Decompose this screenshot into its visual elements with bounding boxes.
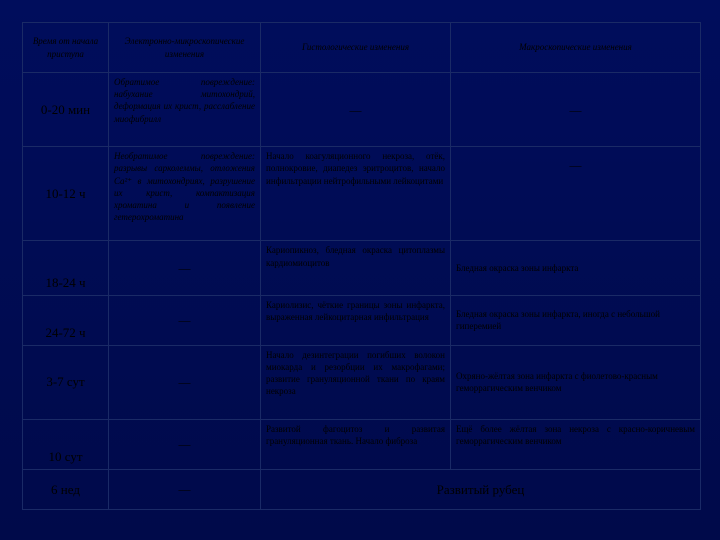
time-cell: 24-72 ч [23, 295, 109, 345]
electron-cell: Необратимое повреждение: разрывы сарколеммы, отложения Ca²⁺ в митохондриях, разрушение их крист, компактизация хроматина и появление гетерохроматина [109, 147, 261, 241]
histo-cell: Кариопикноз, бледная окраска цитоплазмы кардиомиоцитов [261, 241, 451, 295]
header-electron: Электронно-микроскопические изменения [109, 23, 261, 73]
time-cell: 10-12 ч [23, 147, 109, 241]
header-macro: Макроскопические изменения [451, 23, 701, 73]
time-cell: 6 нед [23, 469, 109, 509]
header-time: Время от начала приступа [23, 23, 109, 73]
macro-cell: Ещё более жёлтая зона некроза с красно-коричневым геморрагическим венчиком [451, 419, 701, 469]
histo-cell: Кариолизис, чёткие границы зоны инфаркта, выраженная лейкоцитарная инфильтрация [261, 295, 451, 345]
electron-cell: — [109, 469, 261, 509]
time-cell: 18-24 ч [23, 241, 109, 295]
macro-cell: — [451, 73, 701, 147]
histo-cell: Начало коагуляционного некроза, отёк, полнокровие, диапедез эритроцитов, начало инфильтрации нейтрофильными лейкоцитами [261, 147, 451, 241]
scar-cell: Развитый рубец [261, 469, 701, 509]
electron-cell: — [109, 419, 261, 469]
histo-cell: Начало дезинтеграции погибших волокон миокарда и резорбции их макрофагами; развитие грануляционной ткани по краям некроза [261, 345, 451, 419]
header-histo: Гистологические изменения [261, 23, 451, 73]
infarction-stages-table [22, 22, 701, 510]
macro-cell: Охряно-жёлтая зона инфаркта с фиолетово-красным геморрагическим венчиком [451, 345, 701, 419]
table-row [23, 469, 701, 509]
time-cell: 0-20 мин [23, 73, 109, 147]
table-row [23, 419, 701, 469]
macro-cell: Бледная окраска зоны инфаркта [451, 241, 701, 295]
electron-cell: — [109, 241, 261, 295]
macro-cell: Бледная окраска зоны инфаркта, иногда с небольшой гиперемией [451, 295, 701, 345]
electron-cell: — [109, 295, 261, 345]
table-row [23, 73, 701, 147]
table-row [23, 295, 701, 345]
histo-cell: Развитой фагоцитоз и развитая грануляционная ткань. Начало фиброза [261, 419, 451, 469]
electron-cell: Обратимое повреждение: набухание митохондрий, деформация их крист, расслабление миофибрилл [109, 73, 261, 147]
header-row [23, 23, 701, 73]
histo-cell: — [261, 73, 451, 147]
table-row [23, 345, 701, 419]
macro-cell: — [451, 147, 701, 241]
table-row [23, 147, 701, 241]
time-cell: 3-7 сут [23, 345, 109, 419]
table-row [23, 241, 701, 295]
time-cell: 10 сут [23, 419, 109, 469]
electron-cell: — [109, 345, 261, 419]
